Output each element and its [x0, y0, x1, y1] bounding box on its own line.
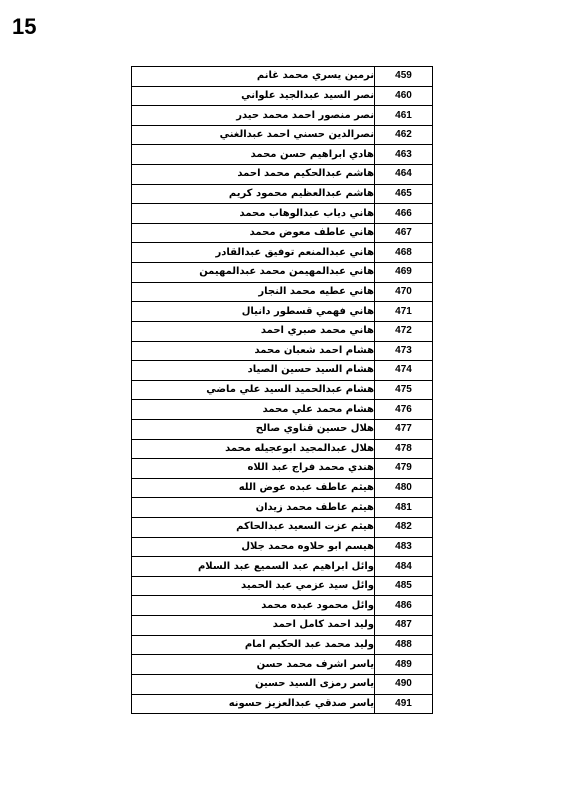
name-cell: وليد محمد عبد الحكيم امام	[132, 635, 375, 655]
names-table-body	[132, 67, 433, 714]
serial-number-cell: 483	[375, 537, 433, 557]
table-row	[132, 86, 433, 106]
name-cell: وائل ابراهيم عبد السميع عبد السلام	[132, 557, 375, 577]
serial-number-cell: 486	[375, 596, 433, 616]
serial-number-cell: 472	[375, 321, 433, 341]
serial-number-cell: 469	[375, 263, 433, 283]
name-cell: نصر منصور احمد محمد حيدر	[132, 106, 375, 126]
serial-number-cell: 460	[375, 86, 433, 106]
name-cell: هشام السيد حسين الصياد	[132, 361, 375, 381]
table-row	[132, 165, 433, 185]
table-row	[132, 361, 433, 381]
name-cell: نصر السيد عبدالجيد علواني	[132, 86, 375, 106]
table-row	[132, 635, 433, 655]
name-cell: هلال عبدالمجيد ابوعجيله محمد	[132, 439, 375, 459]
serial-number-cell: 487	[375, 616, 433, 636]
name-cell: هيسم ابو حلاوه محمد جلال	[132, 537, 375, 557]
table-row	[132, 655, 433, 675]
table-row	[132, 243, 433, 263]
name-cell: هيثم عزت السعيد عبدالحاكم	[132, 518, 375, 538]
name-cell: هندي محمد فراج عبد اللاه	[132, 459, 375, 479]
table-row	[132, 321, 433, 341]
name-cell: هاني عطيه محمد النجار	[132, 282, 375, 302]
serial-number-cell: 480	[375, 478, 433, 498]
table-row	[132, 498, 433, 518]
serial-number-cell: 478	[375, 439, 433, 459]
name-cell: هاني عبدالمنعم توفيق عبدالقادر	[132, 243, 375, 263]
serial-number-cell: 474	[375, 361, 433, 381]
name-cell: هشام محمد علي محمد	[132, 400, 375, 420]
table-row	[132, 400, 433, 420]
name-cell: وليد احمد كامل احمد	[132, 616, 375, 636]
serial-number-cell: 461	[375, 106, 433, 126]
serial-number-cell: 490	[375, 674, 433, 694]
name-cell: هيثم عاطف محمد زيدان	[132, 498, 375, 518]
serial-number-cell: 463	[375, 145, 433, 165]
name-cell: هاشم عبدالعظيم محمود كريم	[132, 184, 375, 204]
serial-number-cell: 467	[375, 223, 433, 243]
table-row	[132, 478, 433, 498]
serial-number-cell: 488	[375, 635, 433, 655]
table-row	[132, 184, 433, 204]
table-row	[132, 125, 433, 145]
name-cell: ياسر رمزى السيد حسين	[132, 674, 375, 694]
page-number: 15	[12, 14, 37, 39]
name-cell: هاني فهمي قسطور دانيال	[132, 302, 375, 322]
name-cell: ياسر صدقي عبدالعزيز حسونه	[132, 694, 375, 714]
name-cell: هادي ابراهيم حسن محمد	[132, 145, 375, 165]
name-cell: هيثم عاطف عبده عوض الله	[132, 478, 375, 498]
table-row	[132, 518, 433, 538]
table-row	[132, 596, 433, 616]
name-cell: نصرالدين حسني احمد عبدالغني	[132, 125, 375, 145]
name-cell: هاني دياب عبدالوهاب محمد	[132, 204, 375, 224]
table-row	[132, 263, 433, 283]
table-row	[132, 557, 433, 577]
table-row	[132, 439, 433, 459]
name-cell: نرمين يسري محمد غانم	[132, 67, 375, 87]
name-cell: هاشم عبدالحكيم محمد احمد	[132, 165, 375, 185]
serial-number-cell: 470	[375, 282, 433, 302]
serial-number-cell: 476	[375, 400, 433, 420]
table-row	[132, 419, 433, 439]
name-cell: وائل محمود عبده محمد	[132, 596, 375, 616]
name-cell: هاني محمد صبري احمد	[132, 321, 375, 341]
table-row	[132, 576, 433, 596]
names-table	[131, 66, 433, 714]
serial-number-cell: 464	[375, 165, 433, 185]
table-row	[132, 380, 433, 400]
name-cell: هشام احمد شعبان محمد	[132, 341, 375, 361]
table-row	[132, 67, 433, 87]
serial-number-cell: 482	[375, 518, 433, 538]
serial-number-cell: 465	[375, 184, 433, 204]
table-row	[132, 674, 433, 694]
serial-number-cell: 466	[375, 204, 433, 224]
name-cell: هشام عبدالحميد السيد علي ماضي	[132, 380, 375, 400]
serial-number-cell: 491	[375, 694, 433, 714]
serial-number-cell: 481	[375, 498, 433, 518]
serial-number-cell: 462	[375, 125, 433, 145]
table-row	[132, 537, 433, 557]
table-row	[132, 302, 433, 322]
serial-number-cell: 475	[375, 380, 433, 400]
serial-number-cell: 473	[375, 341, 433, 361]
name-cell: ياسر اشرف محمد حسن	[132, 655, 375, 675]
name-cell: هاني عاطف معوض محمد	[132, 223, 375, 243]
table-row	[132, 204, 433, 224]
serial-number-cell: 489	[375, 655, 433, 675]
serial-number-cell: 479	[375, 459, 433, 479]
serial-number-cell: 484	[375, 557, 433, 577]
table-row	[132, 459, 433, 479]
serial-number-cell: 477	[375, 419, 433, 439]
table-row	[132, 223, 433, 243]
serial-number-cell: 485	[375, 576, 433, 596]
table-row	[132, 694, 433, 714]
table-row	[132, 282, 433, 302]
name-cell: هاني عبدالمهيمن محمد عبدالمهيمن	[132, 263, 375, 283]
table-row	[132, 145, 433, 165]
table-row	[132, 616, 433, 636]
table-row	[132, 341, 433, 361]
serial-number-cell: 471	[375, 302, 433, 322]
serial-number-cell: 468	[375, 243, 433, 263]
name-cell: هلال حسين قناوي صالح	[132, 419, 375, 439]
name-cell: وائل سيد عزمي عبد الحميد	[132, 576, 375, 596]
serial-number-cell: 459	[375, 67, 433, 87]
table-row	[132, 106, 433, 126]
